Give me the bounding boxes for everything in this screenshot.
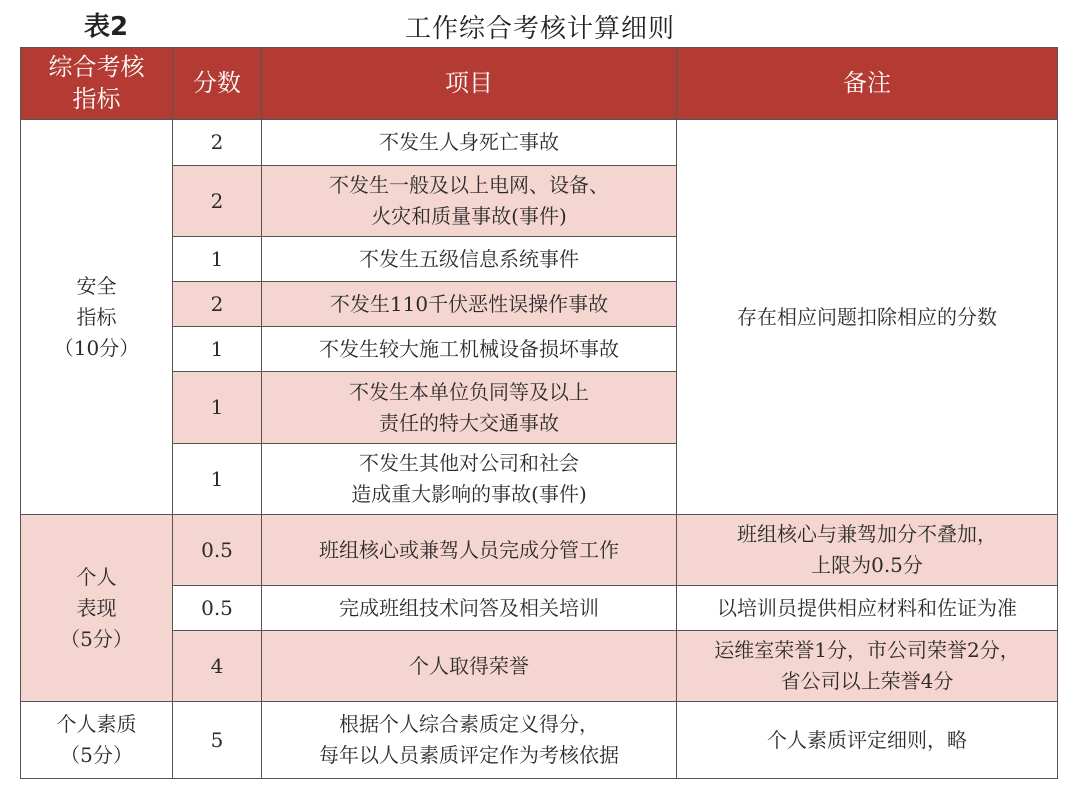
note-cell: 以培训员提供相应材料和佐证为准 bbox=[677, 586, 1058, 631]
score-cell: 1 bbox=[173, 444, 262, 515]
score-cell: 4 bbox=[173, 631, 262, 702]
header-item: 项目 bbox=[262, 47, 677, 120]
item-cell: 不发生五级信息系统事件 bbox=[262, 237, 677, 282]
item-cell: 个人取得荣誉 bbox=[262, 631, 677, 702]
assessment-table bbox=[20, 47, 1058, 778]
safety-note: 存在相应问题扣除相应的分数 bbox=[677, 120, 1058, 515]
note-cell: 个人素质评定细则，略 bbox=[677, 702, 1058, 779]
score-cell: 1 bbox=[173, 372, 262, 444]
item-cell: 完成班组技术问答及相关培训 bbox=[262, 586, 677, 631]
score-cell: 0.5 bbox=[173, 515, 262, 586]
item-cell: 不发生人身死亡事故 bbox=[262, 120, 677, 166]
item-cell: 班组核心或兼驾人员完成分管工作 bbox=[262, 515, 677, 586]
header-score: 分数 bbox=[173, 47, 262, 120]
header-indicator: 综合考核 指标 bbox=[20, 47, 173, 120]
score-cell: 2 bbox=[173, 120, 262, 166]
group-personal-performance: 个人 表现 （5分） bbox=[20, 515, 173, 702]
item-cell: 不发生110千伏恶性误操作事故 bbox=[262, 282, 677, 327]
item-cell: 不发生一般及以上电网、设备、 火灾和质量事故(事件) bbox=[262, 166, 677, 237]
note-cell: 运维室荣誉1分，市公司荣誉2分， 省公司以上荣誉4分 bbox=[677, 631, 1058, 702]
note-cell: 班组核心与兼驾加分不叠加， 上限为0.5分 bbox=[677, 515, 1058, 586]
score-cell: 1 bbox=[173, 237, 262, 282]
score-cell: 2 bbox=[173, 166, 262, 237]
score-cell: 0.5 bbox=[173, 586, 262, 631]
item-cell: 不发生本单位负同等及以上 责任的特大交通事故 bbox=[262, 372, 677, 444]
score-cell: 5 bbox=[173, 702, 262, 779]
item-cell: 不发生其他对公司和社会 造成重大影响的事故(事件) bbox=[262, 444, 677, 515]
score-cell: 2 bbox=[173, 282, 262, 327]
group-safety: 安全 指标 （10分） bbox=[20, 120, 173, 515]
header-note: 备注 bbox=[677, 47, 1058, 120]
item-cell: 不发生较大施工机械设备损坏事故 bbox=[262, 327, 677, 372]
score-cell: 1 bbox=[173, 327, 262, 372]
table-label: 表2 bbox=[84, 12, 129, 42]
group-personal-quality: 个人素质 （5分） bbox=[20, 702, 173, 779]
table-title: 工作综合考核计算细则 bbox=[404, 14, 675, 44]
item-cell: 根据个人综合素质定义得分， 每年以人员素质评定作为考核依据 bbox=[262, 702, 677, 779]
